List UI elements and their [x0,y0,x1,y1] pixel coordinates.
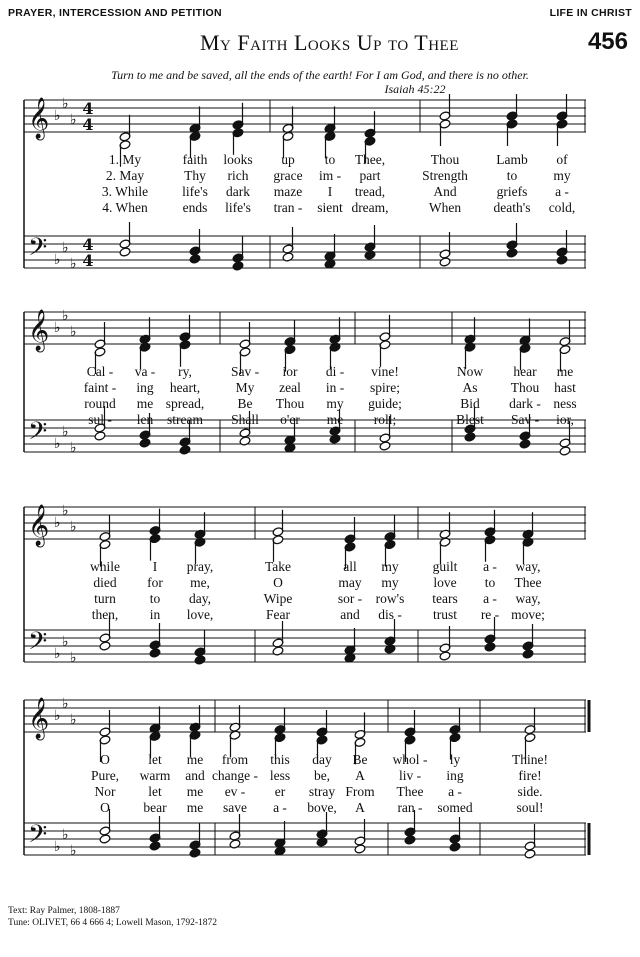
lyric-syllable: Be [237,396,253,411]
flat-icon: ♭ [70,112,77,128]
lyric-syllable: Take [264,559,292,574]
lyric-syllable: sor - [337,591,363,606]
half-note-icon [354,844,366,854]
lyric-syllable: move; [511,607,545,622]
lyric-syllable: dis - [378,607,402,622]
lyric-syllable: side. [517,784,543,799]
lyric-syllable: me [186,800,204,815]
flat-icon: ♭ [62,827,69,843]
lyric-syllable: a - [483,591,497,606]
lyric-syllable: up [281,152,295,167]
lyric-syllable: griefs [496,184,528,199]
lyric-syllable: love [433,575,457,590]
lyric-syllable: way, [515,591,541,606]
quarter-note-icon [329,434,341,444]
lyric-syllable: roll; [373,412,397,427]
lyric-syllable: may [338,575,362,590]
flat-icon: ♭ [70,650,77,666]
flat-icon: ♭ [62,240,69,256]
lyric-syllable: me [186,752,204,767]
time-signature-icon: 4 [82,115,94,134]
lyric-syllable: in - [325,380,345,395]
lyric-syllable: fire! [518,768,542,783]
lyric-syllable: ev - [224,784,246,799]
flat-icon: ♭ [54,320,61,336]
lyric-syllable: save [223,800,247,815]
lyric-syllable: day, [189,591,211,606]
lyric-syllable: my [381,559,399,574]
quarter-note-icon [179,445,191,455]
lyric-syllable: maze [273,184,303,199]
lyric-syllable: sul - [88,412,112,427]
lyric-syllable: Thy [184,168,206,183]
quarter-note-icon [149,648,161,658]
flat-icon: ♭ [54,515,61,531]
lyric-syllable: to [324,152,336,167]
quarter-note-icon [519,439,531,449]
lyric-syllable: cold, [548,200,576,215]
lyric-syllable: Blest [456,412,484,427]
lyric-syllable: heart, [169,380,201,395]
lyric-syllable: When [428,200,462,215]
hymn-title: My Faith Looks Up to Thee [200,30,459,55]
lyric-syllable: Fear [266,607,290,622]
lyric-syllable: let [148,784,162,799]
lyric-syllable: bove, [307,800,337,815]
lyric-syllable: let [148,752,162,767]
lyric-syllable: Be [352,752,368,767]
time-signature-icon: 4 [82,251,94,270]
lyric-syllable: row's [375,591,405,606]
lyric-syllable: O [100,800,110,815]
epigraph-text: Turn to me and be saved, all the ends of the earth! For I am God, and there is no other. [111,68,529,82]
lyric-syllable: somed [437,800,473,815]
lyric-syllable: tears [432,591,458,606]
lyric-syllable: 4. When [102,200,148,215]
lyric-syllable: then, [91,607,119,622]
half-note-icon [272,646,284,656]
flat-icon: ♭ [62,634,69,650]
lyric-syllable: from [221,752,249,767]
lyric-syllable: sient [317,200,343,215]
flat-icon: ♭ [54,646,61,662]
lyric-syllable: 1. My [108,152,142,167]
flat-icon: ♭ [62,424,69,440]
lyric-syllable: while [90,559,120,574]
lyric-syllable: and [185,768,205,783]
lyric-syllable: Shall [231,412,259,427]
lyric-syllable: liv - [398,768,422,783]
treble-clef-icon: 𝄞 [28,698,50,739]
lyric-syllable: Nor [94,784,116,799]
lyric-syllable: Lamb [496,152,528,167]
lyric-syllable: Thee [514,575,542,590]
lyric-syllable: ness [553,396,577,411]
lyric-syllable: dark - [509,396,541,411]
bass-clef-icon: 𝄢 [28,820,48,855]
flat-icon: ♭ [54,839,61,855]
half-note-icon [379,441,391,451]
lyric-syllable: my [553,168,571,183]
lyric-syllable: me [136,396,154,411]
lyric-syllable: dream, [351,200,389,215]
lyric-syllable: vine! [371,364,399,379]
lyric-syllable: to [149,591,161,606]
quarter-note-icon [139,438,151,448]
lyric-syllable: to [506,168,518,183]
lyric-syllable: life's [225,200,251,215]
lyric-syllable: whol - [392,752,428,767]
lyric-syllable: day [312,752,332,767]
tune-credit: Tune: OLIVET, 66 4 666 4; Lowell Mason, 1792-1872 [8,918,217,928]
flat-icon: ♭ [70,843,77,859]
section-header-right: LIFE IN CHRIST [549,7,632,19]
lyric-syllable: As [462,380,478,395]
quarter-note-icon [189,848,201,858]
lyric-syllable: Strength [422,168,468,183]
lyric-syllable: va - [134,364,156,379]
lyric-syllable: ior [282,364,298,379]
lyric-syllable: 2. May [105,168,145,183]
lyric-syllable: O [100,752,110,767]
half-note-icon [94,431,106,441]
lyric-syllable: 3. While [101,184,149,199]
lyric-syllable: a - [483,559,497,574]
lyric-syllable: a - [448,784,462,799]
lyric-syllable: Bid [460,396,480,411]
quarter-note-icon [194,655,206,665]
quarter-note-icon [232,261,244,271]
quarter-note-icon [189,254,201,264]
lyric-syllable: tread, [354,184,386,199]
lyric-syllable: Now [456,364,484,379]
flat-icon: ♭ [62,503,69,519]
half-note-icon [439,257,451,267]
half-note-icon [99,641,111,651]
lyric-syllable: Thee [396,784,424,799]
bass-clef-icon: 𝄢 [28,417,48,452]
lyric-syllable: And [433,184,457,199]
lyric-syllable: all [343,559,357,574]
lyric-syllable: me [326,412,344,427]
lyric-syllable: A [355,800,365,815]
lyric-syllable: spread, [165,396,205,411]
flat-icon: ♭ [70,712,77,728]
lyric-syllable: rich [227,168,249,183]
lyric-syllable: guide; [368,396,402,411]
lyric-syllable: len [136,412,154,427]
lyric-syllable: Thine! [512,752,548,767]
flat-icon: ♭ [62,96,69,112]
lyric-syllable: hear [513,364,537,379]
lyric-syllable: er [274,784,286,799]
flat-icon: ♭ [54,436,61,452]
lyric-syllable: round [84,396,116,411]
lyric-syllable: My [235,380,255,395]
flat-icon: ♭ [54,252,61,268]
lyric-syllable: grace [273,168,303,183]
time-signature-icon: 4 [82,99,94,118]
lyric-syllable: life's [182,184,208,199]
treble-clef-icon: 𝄞 [28,310,50,351]
lyric-syllable: me [186,784,204,799]
lyric-syllable: bear [143,800,167,815]
lyric-syllable: love, [186,607,214,622]
lyric-syllable: my [381,575,399,590]
lyric-syllable: spire; [370,380,400,395]
lyric-syllable: hast [554,380,576,395]
lyric-syllable: zeal [279,380,301,395]
lyric-syllable: o'er [280,412,300,427]
lyric-syllable: to [484,575,496,590]
lyric-syllable: guilt [432,559,458,574]
treble-clef-icon: 𝄞 [28,98,50,139]
lyric-syllable: soul! [516,800,544,815]
lyric-syllable: Thou [275,396,305,411]
lyric-syllable: Thou [510,380,540,395]
lyric-syllable: less [269,768,291,783]
lyric-syllable: part [359,168,381,183]
lyric-syllable: be, [313,768,331,783]
lyric-syllable: di - [325,364,345,379]
half-note-icon [239,436,251,446]
flat-icon: ♭ [62,696,69,712]
lyric-syllable: faint - [83,380,117,395]
quarter-note-icon [522,649,534,659]
lyric-syllable: death's [493,200,531,215]
lyric-syllable: Thou [430,152,460,167]
hymn-number: 456 [587,28,628,55]
lyric-syllable: me [556,364,574,379]
lyric-syllable: tran - [273,200,303,215]
epigraph-reference: Isaiah 45:22 [384,82,446,96]
treble-clef-icon: 𝄞 [28,505,50,546]
flat-icon: ♭ [70,256,77,272]
text-credit: Text: Ray Palmer, 1808-1887 [8,906,120,916]
section-header-left: PRAYER, INTERCESSION AND PETITION [8,7,222,19]
lyric-syllable: A [355,768,365,783]
lyric-syllable: From [345,784,375,799]
lyric-syllable: change - [211,768,259,783]
lyric-syllable: ior, [556,412,574,427]
flat-icon: ♭ [70,440,77,456]
lyric-syllable: Sav - [510,412,540,427]
lyric-syllable: pray, [186,559,214,574]
quarter-note-icon [149,841,161,851]
lyric-syllable: ends [182,200,208,215]
time-signature-icon: 4 [82,235,94,254]
lyric-syllable: in [149,607,161,622]
lyric-syllable: this [270,752,290,767]
quarter-note-icon [484,642,496,652]
lyric-syllable: looks [223,152,253,167]
lyric-syllable: ran - [397,800,423,815]
lyric-syllable: faith [182,152,208,167]
flat-icon: ♭ [54,708,61,724]
half-note-icon [524,849,536,859]
quarter-note-icon [556,255,568,265]
bass-clef-icon: 𝄢 [28,233,48,268]
quarter-note-icon [404,835,416,845]
quarter-note-icon [449,842,461,852]
lyric-syllable: I [152,559,158,574]
lyric-syllable: Pure, [90,768,120,783]
quarter-note-icon [506,248,518,258]
lyric-syllable: im - [318,168,342,183]
half-note-icon [119,247,131,257]
credits [8,905,217,929]
lyric-syllable: for [147,575,163,590]
lyric-syllable: re - [480,607,500,622]
lyric-syllable: dark [226,184,250,199]
flat-icon: ♭ [70,324,77,340]
lyric-syllable: of [556,152,568,167]
quarter-note-icon [464,432,476,442]
lyric-syllable: warm [139,768,171,783]
quarter-note-icon [364,250,376,260]
half-note-icon [229,839,241,849]
half-note-icon [439,651,451,661]
lyric-syllable: a - [555,184,569,199]
flat-icon: ♭ [54,108,61,124]
lyric-syllable: my [326,396,344,411]
lyric-syllable: a - [273,800,287,815]
bass-clef-icon: 𝄢 [28,627,48,662]
lyric-syllable: Cal - [86,364,114,379]
lyric-syllable: Sav - [230,364,260,379]
lyric-syllable: O [273,575,283,590]
lyric-syllable: stray [308,784,336,799]
lyric-syllable: I [327,184,333,199]
half-note-icon [559,446,571,456]
lyric-syllable: Wipe [263,591,293,606]
lyric-syllable: me, [190,575,210,590]
lyric-syllable: way, [515,559,541,574]
flat-icon: ♭ [70,519,77,535]
half-note-icon [282,252,294,262]
lyric-syllable: died [93,575,117,590]
lyric-syllable: turn [94,591,116,606]
lyric-syllable: stream [167,412,203,427]
half-note-icon [99,834,111,844]
lyric-syllable: and [340,607,360,622]
quarter-note-icon [316,837,328,847]
lyric-syllable: ry, [178,364,192,379]
lyric-syllable: ly [449,752,461,767]
lyric-syllable: ing [446,768,464,783]
lyric-syllable: Thee, [354,152,386,167]
lyric-syllable: ing [136,380,154,395]
flat-icon: ♭ [62,308,69,324]
quarter-note-icon [384,644,396,654]
lyric-syllable: trust [432,607,458,622]
